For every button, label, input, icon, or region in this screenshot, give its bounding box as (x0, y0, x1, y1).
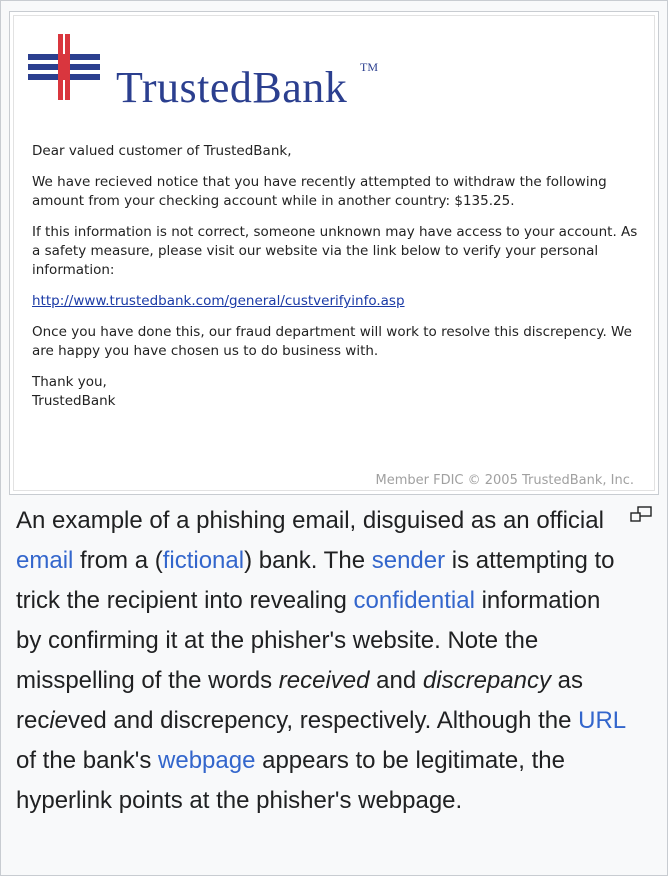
email-greeting: Dear valued customer of TrustedBank, (32, 143, 292, 159)
email-paragraph-3: Once you have done this, our fraud department will work to resolve this discrepency. We are happy you have chosen us to do business with. (32, 324, 632, 359)
link-fictional[interactable]: fictional (162, 547, 245, 574)
caption-text: ) bank. The (244, 547, 372, 574)
emphasis-ie: ie (49, 707, 69, 734)
link-email[interactable]: email (16, 547, 74, 574)
caption-text: An example of a phishing email, disguised as an official (16, 507, 604, 534)
caption-text: information by confirming it at the phisher's website. Note the misspelling of the words (16, 587, 601, 694)
phishing-link[interactable]: http://www.trustedbank.com/general/custverifyinfo.asp (32, 293, 405, 309)
caption-text: from a ( (73, 547, 163, 574)
email-paragraph-2: If this information is not correct, someone unknown may have access to your account. As a safety measure, please visit our website via the link below to verify your personal information: (32, 224, 638, 278)
caption-text: and (369, 667, 423, 694)
caption-text: ncy, respectively. Although the (250, 707, 579, 734)
email-closing-signature: TrustedBank (32, 393, 116, 409)
email-closing-thanks: Thank you, (32, 374, 107, 390)
email-footer: Member FDIC © 2005 TrustedBank, Inc. (375, 473, 634, 488)
image-caption (16, 501, 628, 821)
caption-text: is attempting to trick the recipient into revealing (16, 547, 615, 614)
trustedbank-logo (28, 34, 388, 112)
email-image[interactable] (9, 11, 659, 495)
link-url[interactable]: URL (578, 707, 626, 734)
bank-cross-logo-icon (28, 34, 100, 100)
emphasis-e: e (237, 707, 251, 734)
caption-text: appears to be legitimate, the hyperlink points at the phisher's webpage. (16, 747, 565, 814)
caption-text: as rec (16, 667, 583, 734)
emphasis-received: received (278, 667, 370, 694)
email-paragraph-1: We have recieved notice that you have recently attempted to withdraw the following amount from your checking account while in another country: $135.25. (32, 174, 607, 209)
caption-text: ved and discrep (68, 707, 238, 734)
caption-text: of the bank's (16, 747, 159, 774)
link-webpage[interactable]: webpage (158, 747, 256, 774)
logo-wordmark: TrustedBank (116, 63, 348, 112)
magnify-icon[interactable] (629, 506, 653, 522)
email-body (32, 142, 642, 411)
link-sender[interactable]: sender (371, 547, 446, 574)
emphasis-discrepancy: discrepancy (422, 667, 551, 694)
link-confidential[interactable]: confidential (353, 587, 475, 614)
logo-trademark: TM (360, 60, 378, 74)
